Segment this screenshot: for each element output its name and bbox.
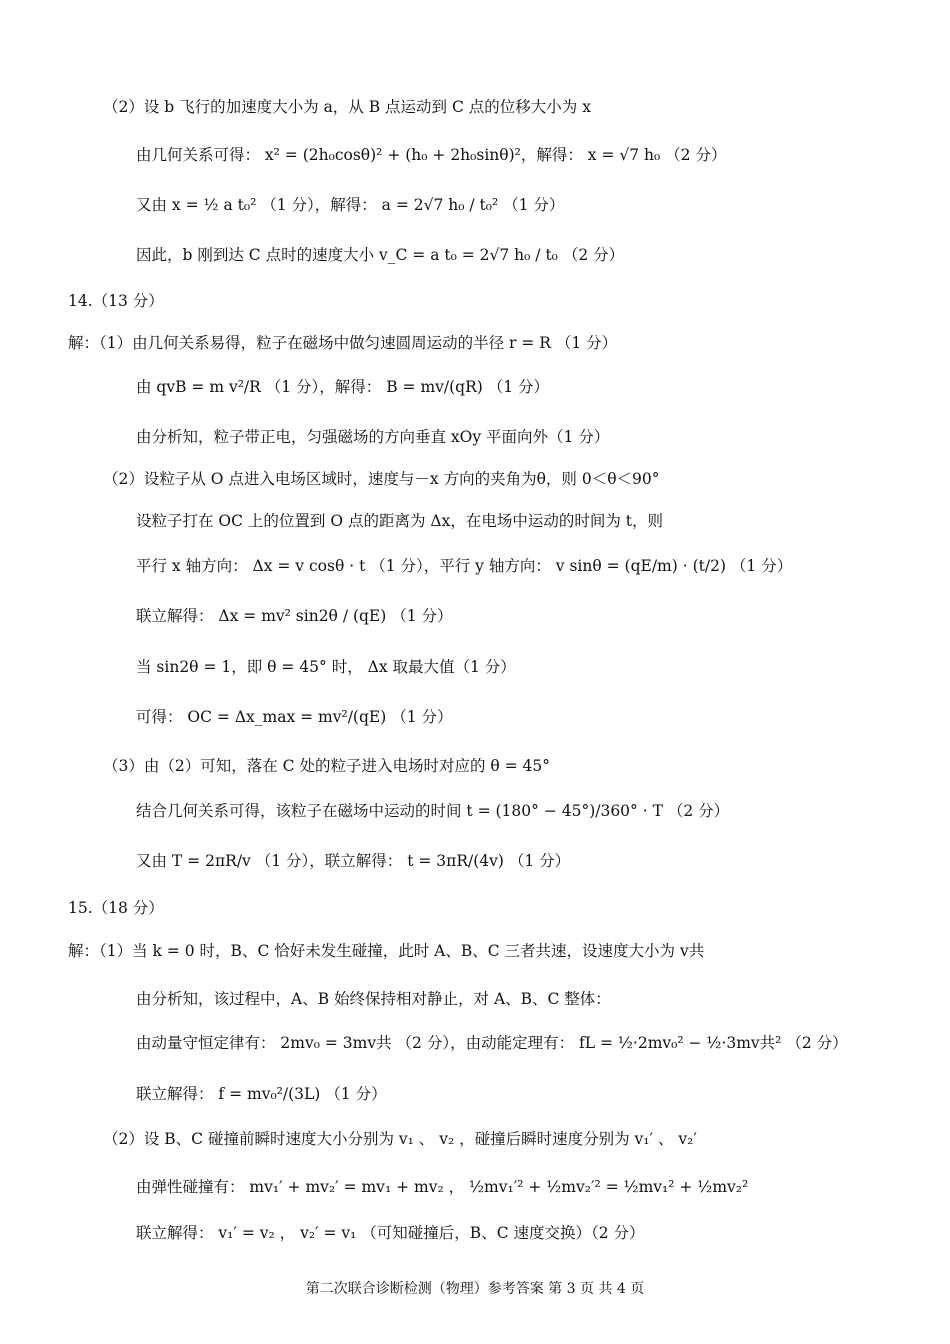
text-line: 平行 x 轴方向： Δx = v cosθ · t （1 分），平行 y 轴方向： v sinθ = (qE/m) · (t/2) （1 分）	[136, 557, 793, 575]
text-line: 由分析知，粒子带正电，匀强磁场的方向垂直 xOy 平面向外（1 分）	[136, 428, 610, 446]
text-line: 设粒子打在 OC 上的位置到 O 点的距离为 Δx，在电场中运动的时间为 t，则	[136, 512, 664, 530]
text-line: 因此，b 刚到达 C 点时的速度大小 v_C = a t₀ = 2√7 h₀ / t₀ （2 分）	[136, 246, 625, 264]
text-line: 由动量守恒定律有： 2mv₀ = 3mv共 （2 分），由动能定理有： fL = ½·2mv₀² − ½·3mv共² （2 分）	[136, 1034, 848, 1052]
question-heading: 14.（13 分）	[68, 292, 164, 310]
text-line: 解：（1）当 k = 0 时，B、C 恰好未发生碰撞，此时 A、B、C 三者共速，设速度大小为 v共	[68, 942, 705, 960]
text-line: （2）设 b 飞行的加速度大小为 a，从 B 点运动到 C 点的位移大小为 x	[103, 98, 591, 116]
text-line: （2）设粒子从 O 点进入电场区域时，速度与－x 方向的夹角为θ，则 0＜θ＜90°	[103, 470, 660, 488]
text-line: 结合几何关系可得，该粒子在磁场中运动的时间 t = (180° − 45°)/360° · T （2 分）	[136, 802, 730, 820]
question-heading: 15.（18 分）	[68, 899, 164, 917]
text-line: 联立解得： f = mv₀²/(3L) （1 分）	[136, 1085, 387, 1103]
text-line: 由弹性碰撞有： mv₁′ + mv₂′ = mv₁ + mv₂ ， ½mv₁′² + ½mv₂′² = ½mv₁² + ½mv₂²	[136, 1178, 749, 1196]
text-line: （3）由（2）可知，落在 C 处的粒子进入电场时对应的 θ = 45°	[103, 757, 551, 775]
text-line: 当 sin2θ = 1，即 θ = 45° 时， Δx 取最大值（1 分）	[136, 658, 516, 676]
page-footer: 第二次联合诊断检测（物理）参考答案 第 3 页 共 4 页	[305, 1281, 645, 1297]
text-line: 又由 T = 2πR/v （1 分），联立解得： t = 3πR/(4v) （1 分）	[136, 852, 571, 870]
text-line: 由几何关系可得： x² = (2h₀cosθ)² + (h₀ + 2h₀sinθ)²，解得： x = √7 h₀ （2 分）	[136, 146, 727, 164]
text-line: 联立解得： v₁′ = v₂ ， v₂′ = v₁ （可知碰撞后，B、C 速度交换）（2 分）	[136, 1224, 645, 1242]
text-line: 联立解得： Δx = mv² sin2θ / (qE) （1 分）	[136, 607, 453, 625]
text-line: 又由 x = ½ a t₀² （1 分），解得： a = 2√7 h₀ / t₀² （1 分）	[136, 196, 565, 214]
text-line: （2）设 B、C 碰撞前瞬时速度大小分别为 v₁ 、 v₂ ，碰撞后瞬时速度分别为 v₁′ 、 v₂′	[103, 1130, 697, 1148]
text-line: 可得： OC = Δx_max = mv²/(qE) （1 分）	[136, 708, 453, 726]
text-line: 由 qvB = m v²/R （1 分），解得： B = mv/(qR) （1 分）	[136, 378, 550, 396]
text-line: 由分析知，该过程中，A、B 始终保持相对静止，对 A、B、C 整体：	[136, 990, 611, 1008]
text-line: 解：（1）由几何关系易得，粒子在磁场中做匀速圆周运动的半径 r = R （1 分）	[68, 334, 618, 352]
